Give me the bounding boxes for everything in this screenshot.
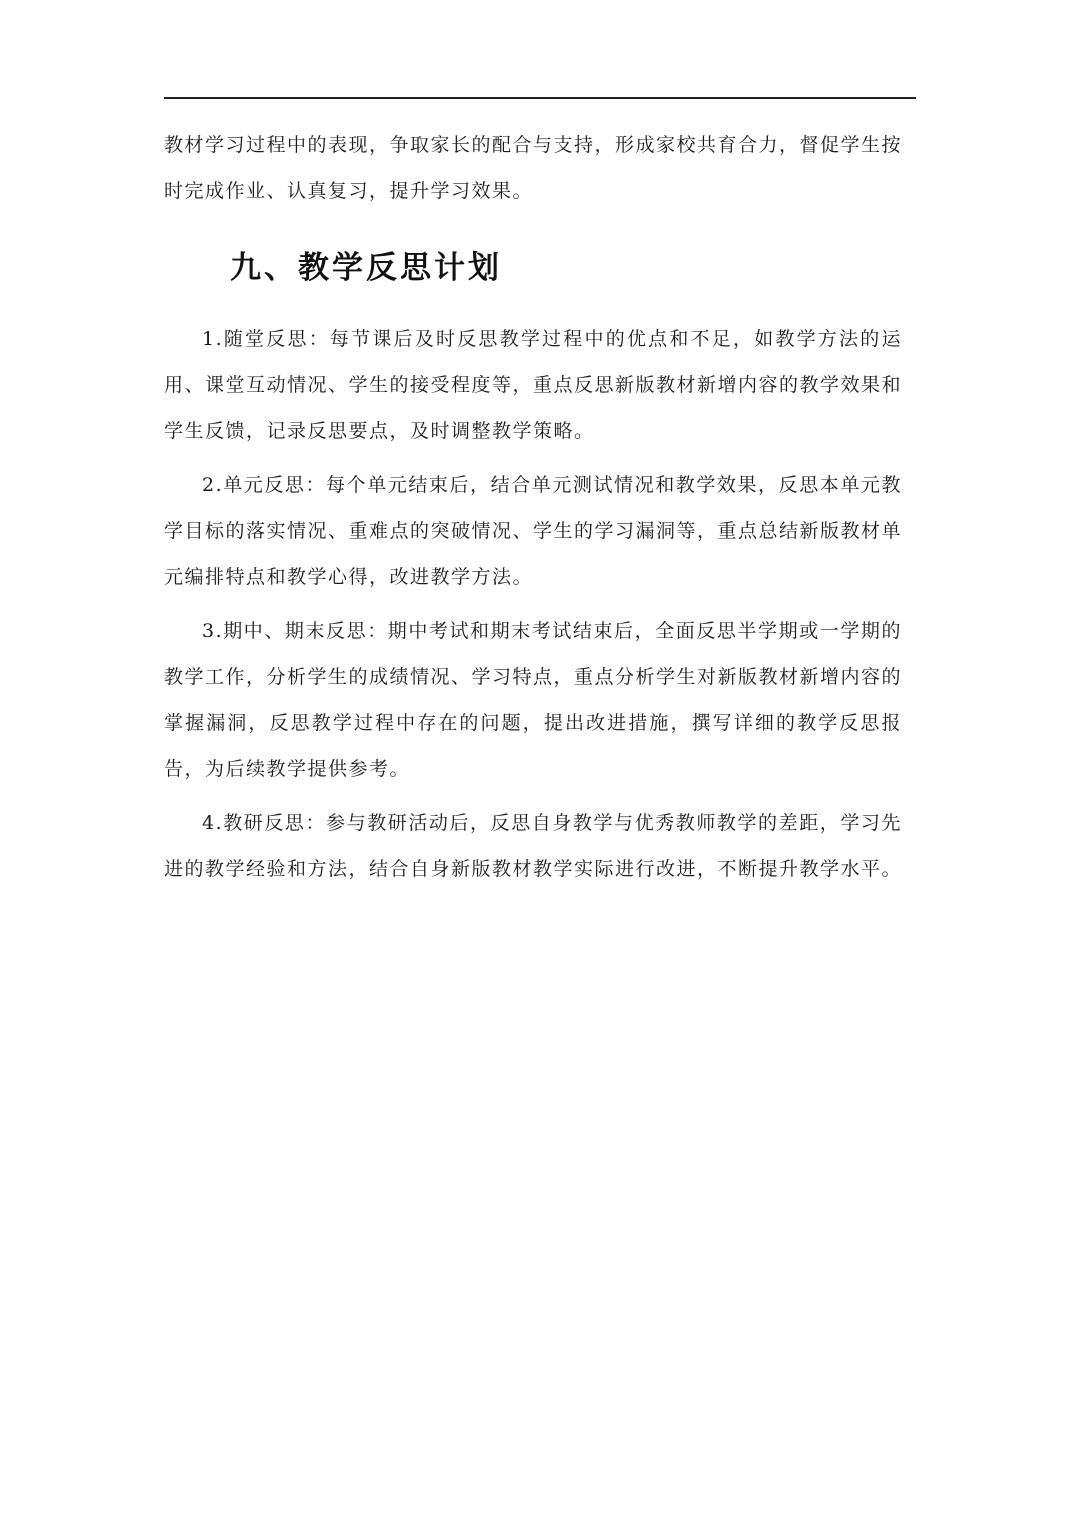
page-content — [164, 122, 902, 892]
continuation-paragraph: 教材学习过程中的表现，争取家长的配合与支持，形成家校共育合力，督促学生按时完成作业、认真复习，提升学习效果。 — [164, 134, 903, 202]
section-title: 九、教学反思计划 — [230, 250, 502, 286]
reflection-item-1: 1.随堂反思：每节课后及时反思教学过程中的优点和不足，如教学方法的运用、课堂互动情况、学生的接受程度等，重点反思新版教材新增内容的教学效果和学生反馈，记录反思要点，及时调整教学策略。 — [164, 328, 903, 442]
reflection-item-3: 3.期中、期末反思：期中考试和期末考试结束后，全面反思半学期或一学期的教学工作，分析学生的成绩情况、学习特点，重点分析学生对新版教材新增内容的掌握漏洞，反思教学过程中存在的问题，提出改进措施，撰写详细的教学反思报告，为后续教学提供参考。 — [164, 620, 903, 780]
header-rule — [164, 97, 916, 99]
reflection-item-4: 4.教研反思：参与教研活动后，反思自身教学与优秀教师教学的差距，学习先进的教学经验和方法，结合自身新版教材教学实际进行改进，不断提升教学水平。 — [164, 812, 903, 880]
reflection-item-2: 2.单元反思：每个单元结束后，结合单元测试情况和教学效果，反思本单元教学目标的落实情况、重难点的突破情况、学生的学习漏洞等，重点总结新版教材单元编排特点和教学心得，改进教学方法。 — [164, 474, 903, 588]
